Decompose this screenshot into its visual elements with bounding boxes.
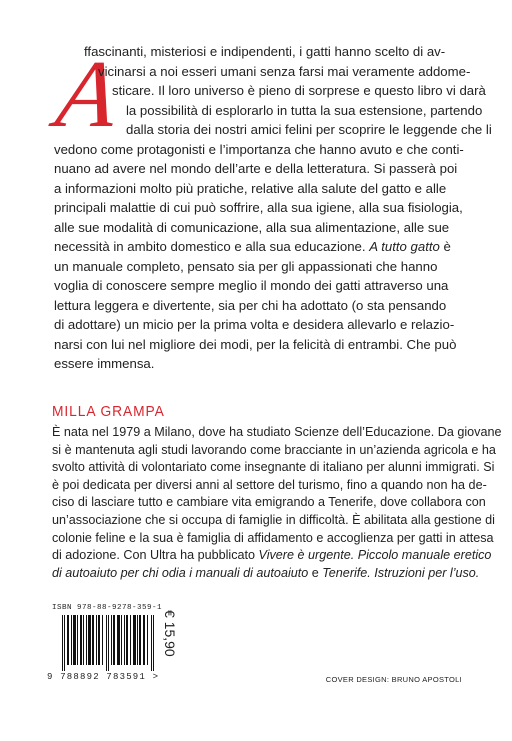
blurb-line: alle sue modalità di comunicazione, alla sua alimentazione, alle sue: [54, 219, 450, 235]
blurb-line: principali malattie di cui può soffrire, alla sua igiene, alla sua fisiologia,: [54, 200, 463, 215]
book-title: Tenerife. Istruzioni per l’uso.: [322, 565, 480, 580]
blurb-line: a informazioni molto più pratiche, relative alla salute del gatto e alle: [54, 180, 447, 196]
book-title: Vivere è urgente. Piccolo manuale eretico: [255, 548, 492, 563]
book-title: di autoaiuto per chi odia i manuali di autoaiuto: [52, 565, 309, 580]
bio-line: colonie feline e la sua è famiglia di affidamento e accoglienza per gatti in attesa: [52, 530, 494, 545]
blurb-line: ffascinanti, misteriosi e indipendenti, i gatti hanno scelto di av-: [84, 44, 446, 59]
bio-line: è poi dedicata per diversi anni al settore del turismo, fino a quando non ha de-: [52, 477, 487, 492]
bio-line: È nata nel 1979 a Milano, dove ha studiato Scienze dell’Educazione. Da giovane: [52, 425, 502, 439]
blurb-line: narsi con lui nel migliore dei modi, per la felicità di entrambi. Che può: [54, 336, 457, 352]
blurb-line: nuano ad avere nel mondo dell’arte e della letteratura. Si passerà poi: [54, 161, 458, 176]
bio-line: ciso di lasciare tutto e cambiare vita emigrando a Tenerife, dove collabora con: [52, 495, 486, 510]
author-name: MILLA GRAMPA: [52, 403, 165, 420]
author-bio: [52, 424, 502, 582]
blurb-line: voglia di conoscere sempre meglio il mondo dei gatti attraverso una: [54, 278, 449, 293]
blurb-line: [54, 237, 460, 257]
isbn-label: ISBN 978-88-9278-359-1: [52, 604, 163, 612]
blurb-line: un manuale completo, pensato sia per gli appassionati che hanno: [54, 258, 438, 274]
price-label: € 15,90: [162, 610, 178, 657]
bio-line: [52, 547, 492, 565]
bio-line: svolto attività di volontariato come insegnante di italiano per alunni immigrati. Si: [52, 460, 495, 475]
blurb-line: vicinarsi a noi esseri umani senza farsi mai veramente addome-: [98, 63, 471, 79]
bio-line-text: e: [308, 565, 323, 580]
blurb-line: essere immensa.: [54, 356, 155, 371]
drop-cap: A: [50, 40, 125, 147]
book-title: A tutto gatto: [369, 239, 440, 254]
blurb-line: dalla storia dei nostri amici felini per scoprire le leggende che li: [126, 122, 492, 137]
bio-line: un’associazione che si occupa di famiglie in difficoltà. È abilitata alla gestione di: [52, 512, 495, 527]
blurb-line-text: è: [439, 239, 451, 254]
barcode-digits: 9 788892 783591 >: [47, 672, 160, 682]
blurb-line: sticare. Il loro universo è pieno di sorprese e questo libro vi darà: [112, 83, 486, 98]
blurb-line: di adottare) un micio per la prima volta e desidera allevarlo e relazio-: [54, 317, 455, 332]
blurb-line: la possibilità di esplorarlo in tutta la sua estensione, partendo: [126, 102, 483, 118]
bio-line-text: di adozione. Con Ultra ha pubblicato: [52, 548, 256, 563]
bio-line: [52, 565, 480, 583]
cover-credit: COVER DESIGN: BRUNO APOSTOLI: [325, 675, 462, 684]
blurb-line: vedono come protagonisti e l’importanza che hanno avuto e che conti-: [54, 141, 464, 157]
blurb-text: [54, 42, 492, 374]
barcode: [62, 615, 154, 671]
bio-line: si è mantenuta agli studi lavorando come bracciante in un’azienda agricola e ha: [52, 442, 496, 457]
blurb-line-text: necessità in ambito domestico e alla sua educazione.: [54, 239, 366, 254]
blurb-line: lettura leggera e divertente, sia per chi ha adottato (o sta pensando: [54, 297, 447, 313]
price: [162, 610, 180, 690]
